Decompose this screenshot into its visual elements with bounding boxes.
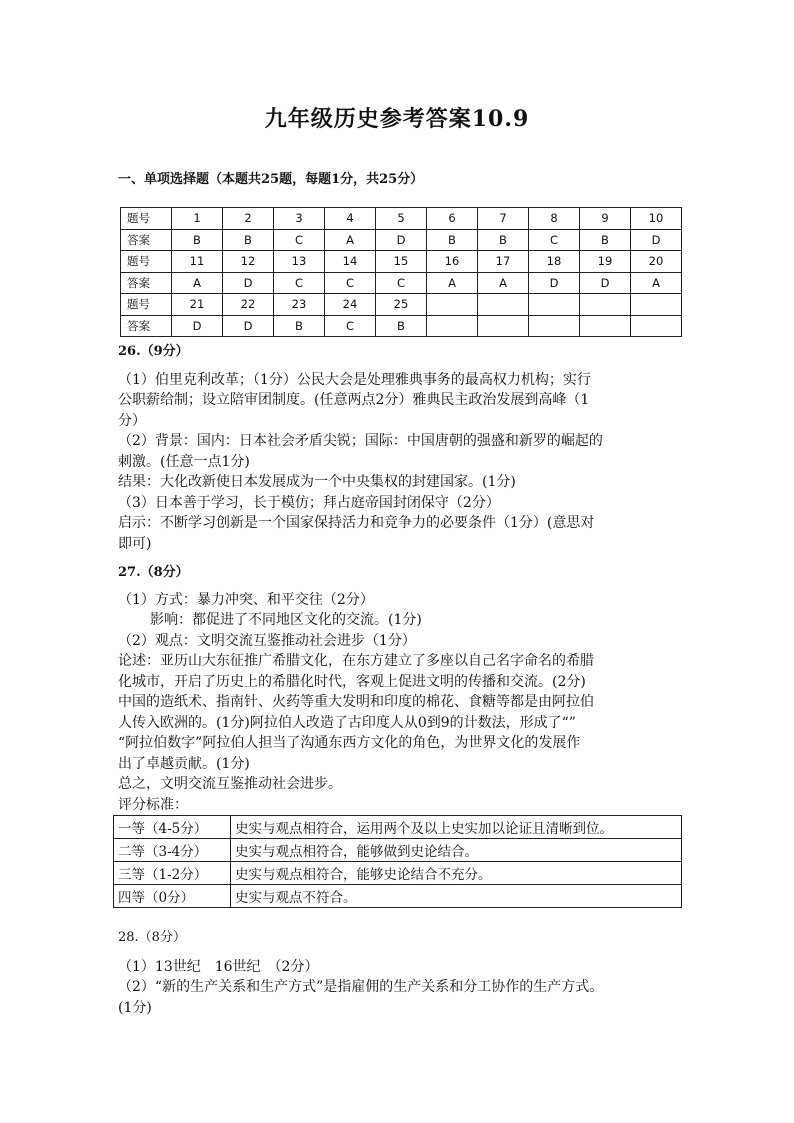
grading-desc: 史实与观点相符合，能够史论结合不充分。	[231, 862, 682, 885]
q26-line: （3）日本善于学习，长于模仿；拜占庭帝国封闭保守（2分）	[118, 494, 500, 511]
answer-cell: 23	[274, 294, 325, 316]
answer-cell: C	[325, 272, 376, 294]
question-26	[118, 342, 693, 554]
q27-line: 中国的造纸术、指南针、火药等重大发明和印度的棉花、食糖等都是由阿拉伯	[118, 694, 594, 710]
q28-line: （2）“新的生产关系和生产方式”是指雇佣的生产关系和分工协作的生产方式。	[118, 979, 604, 995]
row-label: 答案	[121, 272, 172, 294]
answer-cell: A	[631, 272, 682, 294]
answer-cell: A	[172, 272, 223, 294]
answer-cell: 5	[376, 208, 427, 230]
answer-table-row	[121, 229, 682, 251]
grading-level: 二等（3-4分）	[114, 839, 231, 862]
q28-line: （1）13世纪 16世纪 （2分）	[118, 958, 319, 975]
grading-label: 评分标准：	[118, 796, 188, 813]
answer-cell	[631, 294, 682, 316]
question-28	[118, 928, 693, 1018]
answer-table-row	[121, 272, 682, 294]
q26-line: 公职薪给制；设立陪审团制度。(任意两点2分）雅典民主政治发展到高峰（1	[118, 392, 590, 408]
answer-cell: 11	[172, 251, 223, 273]
row-label: 题号	[121, 208, 172, 230]
answer-cell: 21	[172, 294, 223, 316]
answer-cell: 6	[427, 208, 478, 230]
answer-cell: 8	[529, 208, 580, 230]
answer-cell: C	[325, 315, 376, 337]
grading-level: 一等（4-5分）	[114, 816, 231, 839]
answer-cell	[580, 294, 631, 316]
answer-cell	[529, 294, 580, 316]
section-heading: 一、单项选择题（本题共25题，每题1分，共25分）	[118, 172, 424, 187]
answer-cell: C	[529, 229, 580, 251]
answer-cell: 2	[223, 208, 274, 230]
q26-line: 即可)	[118, 535, 152, 552]
question-27	[118, 563, 693, 815]
grading-row	[114, 885, 682, 908]
answer-cell	[427, 294, 478, 316]
answer-cell: B	[172, 229, 223, 251]
grading-row	[114, 816, 682, 839]
answer-cell: A	[427, 272, 478, 294]
answer-cell: 7	[478, 208, 529, 230]
answer-cell	[478, 315, 529, 337]
answer-cell	[631, 315, 682, 337]
grading-row	[114, 839, 682, 862]
q27-line: （2）观点：文明交流互鉴推动社会进步（1分）	[118, 632, 416, 649]
answer-cell: 1	[172, 208, 223, 230]
answer-cell: 4	[325, 208, 376, 230]
row-label: 题号	[121, 251, 172, 273]
q26-line: （2）背景：国内：日本社会矛盾尖锐；国际：中国唐朝的强盛和新罗的崛起的	[118, 433, 603, 449]
answer-cell	[529, 315, 580, 337]
answer-cell: B	[478, 229, 529, 251]
answer-cell: 24	[325, 294, 376, 316]
answer-cell: B	[427, 229, 478, 251]
q27-line: 出了卓越贡献。(1分)	[118, 755, 250, 772]
answer-cell: 22	[223, 294, 274, 316]
question-28-heading: 28.（8分）	[118, 930, 186, 945]
answer-cell: B	[376, 315, 427, 337]
grading-table	[113, 815, 682, 908]
answer-table-row	[121, 294, 682, 316]
row-label: 题号	[121, 294, 172, 316]
grading-level: 三等（1-2分）	[114, 862, 231, 885]
answer-cell: 13	[274, 251, 325, 273]
answer-cell: 3	[274, 208, 325, 230]
q27-line: “阿拉伯数字”阿拉伯人担当了沟通东西方文化的角色，为世界文化的发展作	[118, 735, 581, 751]
q26-line: 分）	[118, 412, 146, 429]
q27-line: 总之，文明交流互鉴推动社会进步。	[118, 776, 342, 792]
q27-line: 化城市，开启了历史上的希腊化时代，客观上促进文明的传播和交流。(2分)	[118, 673, 586, 690]
answer-cell: 25	[376, 294, 427, 316]
answer-cell: D	[631, 229, 682, 251]
answer-cell: D	[529, 272, 580, 294]
answer-cell: C	[376, 272, 427, 294]
answer-cell: 20	[631, 251, 682, 273]
q26-line: （1）伯里克利改革；（1分）公民大会是处理雅典事务的最高权力机构；实行	[118, 371, 591, 388]
question-26-heading: 26.（9分）	[118, 344, 189, 359]
row-label: 答案	[121, 315, 172, 337]
answer-cell: A	[325, 229, 376, 251]
grading-desc: 史实与观点不符合。	[231, 885, 682, 908]
q26-line: 结果：大化改新使日本发展成为一个中央集权的封建国家。(1分)	[118, 474, 516, 490]
answer-cell: B	[274, 315, 325, 337]
choice-answer-table	[120, 207, 682, 337]
answer-cell: 16	[427, 251, 478, 273]
page-title: 九年级历史参考答案10.9	[264, 106, 530, 132]
answer-cell	[427, 315, 478, 337]
answer-cell: C	[274, 272, 325, 294]
answer-cell: 18	[529, 251, 580, 273]
answer-cell: B	[223, 229, 274, 251]
answer-cell: 9	[580, 208, 631, 230]
q27-line: 论述：亚历山大东征推广希腊文化，在东方建立了多座以自己名字命名的希腊	[118, 653, 594, 669]
answer-cell: 15	[376, 251, 427, 273]
q27-line: （1）方式：暴力冲突、和平交往（2分）	[118, 591, 374, 608]
q27-line: 人传入欧洲的。(1分)阿拉伯人改造了古印度人从0到9的计数法，形成了“”	[118, 714, 576, 731]
q26-line: 启示：不断学习创新是一个国家保持活力和竞争力的必要条件（1分）(意思对	[118, 515, 595, 531]
answer-cell: 10	[631, 208, 682, 230]
answer-cell: D	[172, 315, 223, 337]
answer-cell: 14	[325, 251, 376, 273]
answer-cell: 19	[580, 251, 631, 273]
answer-table-row	[121, 315, 682, 337]
grading-row	[114, 862, 682, 885]
answer-cell	[478, 294, 529, 316]
answer-cell: C	[274, 229, 325, 251]
grading-level: 四等（0分）	[114, 885, 231, 908]
answer-cell: D	[580, 272, 631, 294]
grading-desc: 史实与观点相符合，能够做到史论结合。	[231, 839, 682, 862]
answer-table-row	[121, 208, 682, 230]
q27-line: 影响：都促进了不同地区文化的交流。(1分)	[150, 612, 422, 628]
answer-table-row	[121, 251, 682, 273]
grading-desc: 史实与观点相符合，运用两个及以上史实加以论证且清晰到位。	[231, 816, 682, 839]
answer-cell: B	[580, 229, 631, 251]
q26-line: 刺激。(任意一点1分)	[118, 453, 250, 470]
q28-line: (1分)	[118, 999, 152, 1016]
answer-cell	[580, 315, 631, 337]
row-label: 答案	[121, 229, 172, 251]
question-27-heading: 27.（8分）	[118, 565, 189, 580]
answer-cell: D	[223, 272, 274, 294]
answer-cell: D	[376, 229, 427, 251]
answer-cell: 17	[478, 251, 529, 273]
answer-cell: A	[478, 272, 529, 294]
answer-cell: 12	[223, 251, 274, 273]
answer-cell: D	[223, 315, 274, 337]
